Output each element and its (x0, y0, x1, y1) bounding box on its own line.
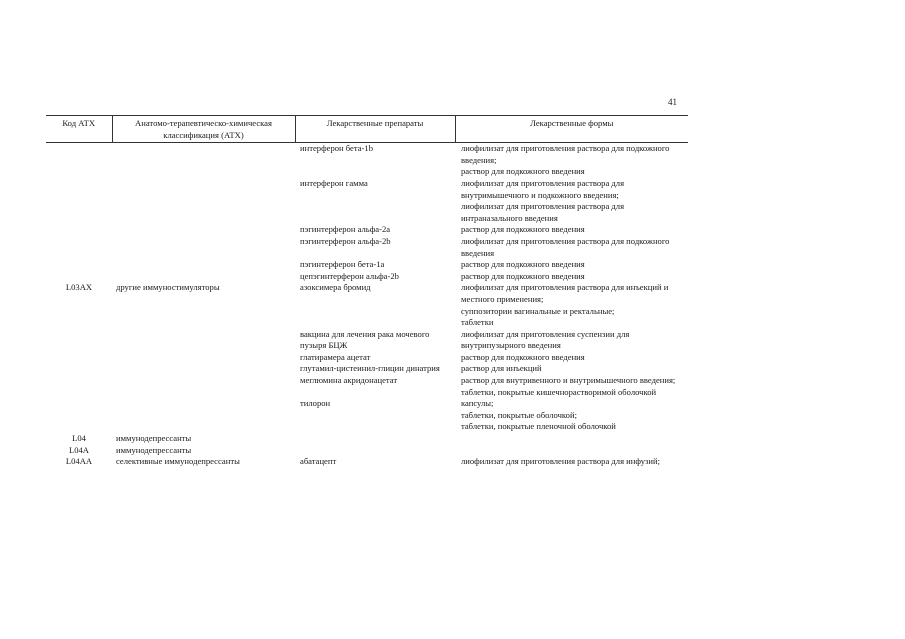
dosage-form: раствор для подкожного введения (461, 166, 585, 177)
cell-forms (455, 259, 688, 271)
table-row (46, 143, 688, 178)
cell-forms (455, 236, 688, 259)
cell-classification (112, 236, 295, 259)
cell-code (46, 398, 112, 433)
cell-code: L04A (68, 444, 90, 455)
cell-code (46, 375, 112, 398)
dosage-form: лиофилизат для приготовления раствора для подкожного введения; (461, 143, 670, 165)
table-header-row (46, 116, 688, 143)
dosage-form: капсулы; (461, 398, 494, 409)
table-row (46, 224, 688, 236)
table-row (46, 236, 688, 259)
cell-classification (112, 329, 295, 352)
cell-drug: пэгинтерферон альфа-2a (300, 224, 391, 235)
table-row (46, 398, 688, 433)
cell-code (46, 352, 112, 364)
cell-code (46, 271, 112, 283)
dosage-form: лиофилизат для приготовления раствора для подкожного введения (461, 235, 670, 258)
cell-forms (455, 178, 688, 224)
header-classification: Анатомо-терапевтическо-химическая классификация (АТХ) (112, 116, 295, 143)
dosage-form: лиофилизат для приготовления раствора для инъекций и местного применения; (461, 282, 669, 304)
cell-forms (455, 375, 688, 398)
cell-classification (112, 363, 295, 375)
dosage-form: лиофилизат для приготовления раствора для внутримышечного и подкожного введения; (461, 177, 625, 200)
cell-forms (455, 398, 688, 433)
table-row (46, 456, 688, 468)
cell-classification: иммунодепрессанты (116, 433, 192, 444)
dosage-form: лиофилизат для приготовления суспензии для внутрипузырного введения (461, 328, 630, 351)
cell-forms (455, 456, 688, 468)
cell-drug: глутамил-цистеинил-глицин динатрия (300, 363, 440, 374)
table-row (46, 433, 688, 445)
cell-classification (112, 398, 295, 433)
cell-forms (455, 282, 688, 328)
table-row (46, 271, 688, 283)
table-row (46, 282, 688, 328)
dosage-form: таблетки (461, 317, 494, 328)
cell-classification (112, 352, 295, 364)
dosage-form: раствор для подкожного введения (461, 224, 585, 235)
table-row (46, 363, 688, 375)
cell-forms (455, 445, 688, 457)
cell-classification (112, 224, 295, 236)
cell-drug: пэгинтерферон бета-1a (300, 259, 385, 270)
cell-classification (112, 375, 295, 398)
dosage-form: таблетки, покрытые пленочной оболочкой (461, 421, 616, 432)
cell-code (46, 224, 112, 236)
cell-classification: другие иммуностимуляторы (116, 282, 220, 293)
cell-forms (455, 363, 688, 375)
cell-classification: иммунодепрессанты (116, 444, 192, 455)
cell-classification (112, 271, 295, 283)
table-row (46, 329, 688, 352)
table-row (46, 445, 688, 457)
cell-drug: вакцина для лечения рака мочевого пузыря БЦЖ (300, 328, 430, 351)
cell-code: L03AX (65, 282, 93, 293)
table-body (46, 143, 688, 468)
cell-code: L04 (72, 433, 86, 444)
cell-code (46, 236, 112, 259)
cell-code (46, 143, 112, 178)
table-row (46, 375, 688, 398)
dosage-form: таблетки, покрытые оболочкой; (461, 409, 577, 420)
cell-forms (455, 433, 688, 445)
header-code: Код АТХ (46, 116, 112, 143)
cell-drug: цепэгинтерферон альфа-2b (300, 270, 399, 281)
cell-forms (455, 271, 688, 283)
cell-forms (455, 329, 688, 352)
cell-drug: тилорон (300, 398, 331, 409)
table-row (46, 352, 688, 364)
cell-code (46, 329, 112, 352)
cell-drug: интерферон бета-1b (300, 143, 373, 154)
cell-code (46, 178, 112, 224)
cell-drug (295, 433, 455, 445)
table-row (46, 178, 688, 224)
cell-classification (112, 178, 295, 224)
cell-classification: селективные иммунодепрессанты (116, 456, 240, 467)
cell-code: L04AA (65, 456, 93, 467)
cell-drug: абатацепт (300, 456, 337, 467)
dosage-form: раствор для внутривенного и внутримышечного введения; (461, 375, 676, 386)
dosage-form: таблетки, покрытые кишечнорастворимой оболочкой (461, 386, 657, 397)
dosage-form: раствор для подкожного введения (461, 270, 585, 281)
dosage-form: раствор для подкожного введения (461, 259, 585, 270)
cell-drug: пэгинтерферон альфа-2b (300, 235, 391, 246)
dosage-form: лиофилизат для приготовления раствора для инфузий; (461, 456, 660, 467)
cell-code (46, 259, 112, 271)
header-drugs: Лекарственные препараты (295, 116, 455, 143)
cell-drug (295, 445, 455, 457)
cell-code (46, 363, 112, 375)
dosage-form: лиофилизат для приготовления раствора для интраназального введения (461, 201, 625, 223)
page-number: 41 (668, 97, 677, 107)
cell-forms (455, 224, 688, 236)
cell-drug: глатирамера ацетат (300, 351, 371, 362)
drug-table (46, 115, 688, 468)
cell-drug: меглюмина акридонацетат (300, 375, 398, 386)
dosage-form: раствор для инъекций (461, 363, 542, 374)
cell-drug: интерферон гамма (300, 177, 368, 188)
cell-drug: азоксимера бромид (300, 282, 371, 293)
cell-classification (112, 259, 295, 271)
cell-classification (112, 143, 295, 178)
dosage-form: суппозитории вагинальные и ректальные; (461, 305, 615, 316)
header-forms: Лекарственные формы (455, 116, 688, 143)
table-row (46, 259, 688, 271)
dosage-form: раствор для подкожного введения (461, 351, 585, 362)
cell-forms (455, 352, 688, 364)
cell-forms (455, 143, 688, 178)
